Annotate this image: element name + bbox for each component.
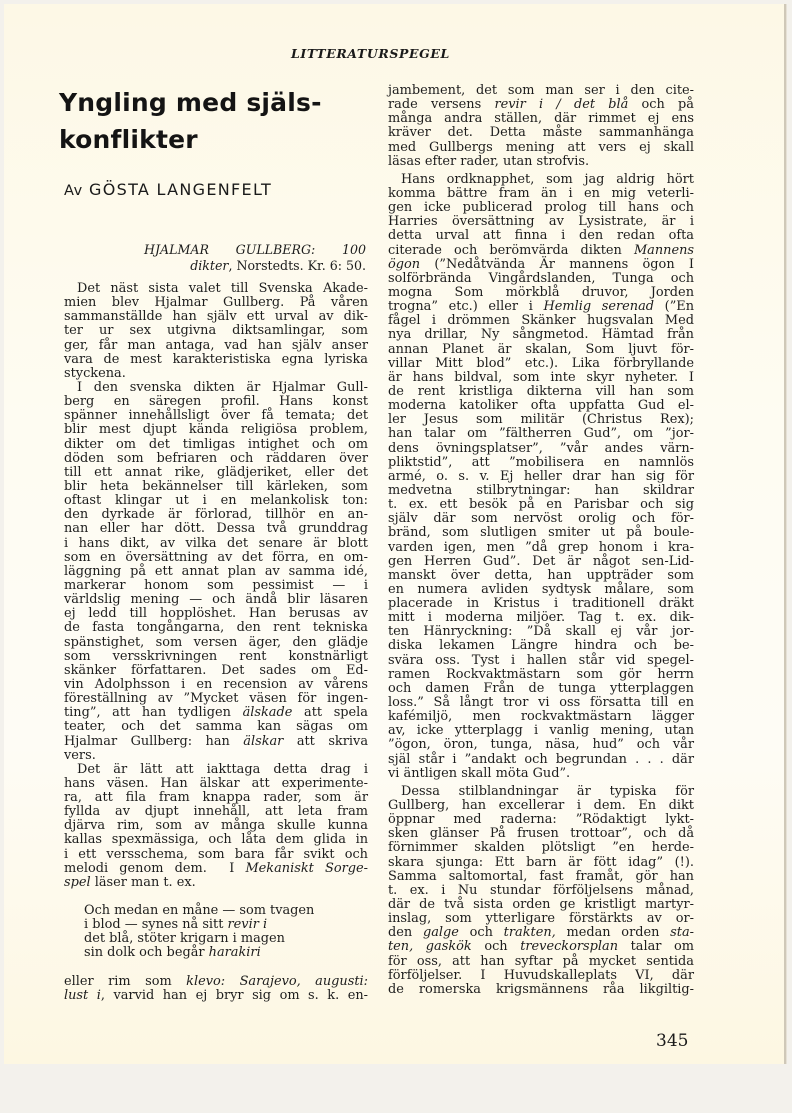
text-line: och damen Från de tunga ytterplaggen	[388, 680, 694, 696]
text-line: för oss, att han syftar på mycket sentida	[388, 953, 694, 969]
poem-quote	[64, 904, 368, 961]
title-line-1: Yngling med själs-	[59, 88, 322, 117]
text-line: djärva rim, som av många skulle kunna	[64, 818, 368, 834]
text-line	[64, 735, 368, 749]
magazine-page	[4, 4, 784, 1064]
text-line: gen icke publicerad prolog till hans och	[388, 200, 694, 216]
text-line: de romerska krigsmännens råa likgiltig-	[388, 981, 694, 997]
text-line: föreställning av ”Mycket väsen för ingen-	[64, 691, 368, 707]
book-ref-publisher: , Norstedts. Kr. 6: 50.	[228, 257, 366, 273]
text-line	[388, 940, 694, 954]
text-line: kallas spexmässiga, och låta dem glida in	[64, 832, 368, 848]
text-line: fågel i drömmen Skänker hugsvalan Med	[388, 313, 694, 329]
paragraph	[388, 785, 694, 997]
text-line: moderna katoliker ofta uppfatta Gud el-	[388, 398, 694, 414]
text-line: öppnar med raderna: ”Rödaktigt lykt-	[388, 812, 694, 828]
work-title: Mekaniskt Sorge-	[245, 860, 368, 876]
text-segment: eller rim som	[64, 973, 187, 989]
text-line: den dyrkade är förlorad, tillhör en an-	[64, 507, 368, 523]
text-line: mogna Som mörkblå druvor, Jorden	[388, 284, 694, 300]
text-line: Harries översättning av Lysistrate, är i	[388, 214, 694, 230]
text-segment: (”Nedåtvända Är mannens ögon I	[420, 256, 694, 272]
emphasis: klevo: Sarajevo, augusti:	[186, 973, 368, 989]
text-line: han talar om ”fältherren Gud”, om ”jor-	[388, 426, 694, 442]
text-line: som en översättning av det förra, en om-	[64, 549, 368, 565]
text-line: manskt över detta, han uppträder som	[388, 567, 694, 583]
text-line: skänker författaren. Det sades om Ed-	[64, 662, 368, 678]
text-line: Det är lätt att iakttaga detta drag i	[77, 761, 368, 777]
text-line	[64, 989, 368, 1003]
book-ref-title: dikter	[190, 257, 229, 273]
text-line: t. ex. i Nu stundar förföljelsens månad,	[388, 882, 694, 898]
text-segment: citerade och berömvärda dikten	[388, 242, 634, 258]
right-column	[388, 84, 694, 997]
text-segment: och	[471, 939, 521, 955]
running-head: LITTERATURSPEGEL	[291, 46, 450, 61]
paragraph	[64, 381, 368, 763]
text-line: oftast klingar ut i en melankolisk ton:	[64, 493, 368, 509]
text-segment: ting”, att han tydligen	[64, 705, 243, 721]
text-line: som versskrivningen rent konstnärligt	[64, 648, 368, 664]
text-line: ”ögon, öron, tunga, näsa, hud” och vår	[388, 737, 694, 753]
paragraph	[388, 84, 694, 169]
text-line: ej ledd till hopplöshet. Han berusas av	[64, 606, 368, 622]
text-line: en numera avliden sydtysk målare, som	[388, 581, 694, 597]
text-line	[388, 244, 694, 258]
work-title: Mannens	[633, 242, 694, 258]
text-line: i ett versschema, som bara får svikt och	[64, 846, 368, 862]
text-line: inslag, som ytterligare förstärkts av or-	[388, 911, 694, 927]
emphasis: harakiri	[208, 945, 261, 961]
text-segment: medan orden	[555, 925, 671, 941]
text-line: vers.	[64, 747, 96, 763]
work-title: ögon	[388, 256, 421, 272]
text-line: nya drillar, Ny sångmetod. Hämtad från	[388, 327, 694, 343]
paragraph	[64, 763, 368, 890]
text-line: Hans ordknapphet, som jag aldrig hört	[401, 171, 694, 187]
text-line: världslig mening — och ändå blir läsaren	[64, 592, 368, 608]
text-line: själv där som nervöst orolig och för-	[388, 511, 694, 527]
text-line: medvetna stilbrytningar: han skildrar	[388, 482, 694, 498]
text-line: många andra ställen, där rimmet ej ens	[388, 111, 694, 127]
byline-prefix: Av	[64, 183, 83, 199]
text-line: i hans dikt, av vilka det senare är blott	[64, 535, 368, 551]
text-segment: (”En	[654, 299, 694, 315]
text-line: berg en säregen profil. Hans konst	[64, 394, 368, 410]
text-segment: talar om	[618, 939, 694, 955]
byline-author: GÖSTA LANGENFELT	[89, 180, 273, 199]
text-line: jambement, det som man ser i den cite-	[388, 83, 694, 98]
emphasis: treveckorsplan	[520, 939, 619, 955]
text-line: Det näst sista valet till Svenska Akade-	[77, 281, 368, 296]
text-line	[64, 706, 368, 720]
text-line: dens övningsplatser”, ”vår andes värn-	[388, 440, 694, 456]
text-line: t. ex. ett besök på en Parisbar och sig	[388, 497, 694, 513]
work-title: Hemlig serenad	[543, 299, 655, 315]
text-line: ten Hänryckning: ”Då skall ej vår jor-	[388, 624, 694, 640]
text-segment: i blod — synes nå sitt	[84, 917, 228, 933]
title-line-2: konflikter	[59, 125, 198, 154]
text-line: varden igen, men ”då grep honom i kra-	[388, 539, 694, 555]
text-line	[388, 926, 694, 940]
emphasis: älskade	[242, 705, 293, 721]
text-line: armé, o. s. v. Ej heller drar han sig för	[388, 468, 694, 484]
byline	[64, 180, 272, 199]
emphasis: ten, gaskök	[388, 939, 472, 955]
text-segment: sin dolk och begår	[84, 945, 209, 961]
work-title: spel	[64, 874, 91, 890]
book-ref-line-1: HJALMAR GULLBERG: 100	[144, 242, 366, 257]
text-line: blir heta bekännelser till kärleken, som	[64, 478, 368, 494]
text-line	[64, 876, 368, 890]
emphasis: lust i	[64, 987, 101, 1003]
text-line: vin Adolphsson i en recension av vårens	[64, 676, 368, 692]
text-line: solförbrända Vingårdslanden, Tunga och	[388, 270, 694, 286]
text-segment: och	[458, 925, 504, 941]
poem-line: det blå, stöter krigarn i magen	[84, 931, 285, 947]
emphasis: sta-	[670, 925, 695, 941]
text-line: med Gullbergs mening att vers ej skall	[388, 139, 694, 155]
text-line: kafémiljö, men rockvaktmästarn lägger	[388, 709, 694, 725]
text-line: förföljelser. I Huvudskalleplats VI, där	[388, 967, 694, 983]
text-line: pliktstid”, att ”mobilisera en namnlös	[388, 454, 694, 470]
text-segment: trogna” etc.) eller i	[388, 299, 544, 315]
paragraph	[64, 975, 368, 1003]
text-line: mien blev Hjalmar Gullberg. På våren	[64, 295, 368, 311]
text-line: styckena.	[64, 365, 126, 381]
text-line: där de två sista orden ge kristligt martyr-	[388, 897, 694, 913]
text-line: spänner innehållsligt över få temata; det	[64, 408, 368, 424]
text-line: är hans bildval, som inte skyr nyheter. I	[388, 369, 694, 385]
text-line: hans väsen. Han älskar att experimente-	[64, 775, 368, 791]
text-line: villar Mitt blod” etc.). Lika förbryllande	[388, 355, 694, 371]
text-line: Gullberg, han excellerar i dem. En dikt	[388, 798, 694, 814]
text-line: kräver det. Detta måste sammanhänga	[388, 125, 694, 141]
text-line: skara sjunga: Ett barn är fött idag” (!).	[388, 854, 694, 870]
text-line: ter ur sex utgivna diktsamlingar, som	[64, 323, 368, 339]
text-line: bränd, som slutligen smiter ut på boule-	[388, 525, 694, 541]
paragraph	[64, 282, 368, 381]
poem-line	[84, 946, 368, 960]
text-segment: läser man t. ex.	[90, 874, 196, 890]
emphasis: trakten,	[503, 925, 556, 941]
text-line: I den svenska dikten är Hjalmar Gull-	[77, 379, 368, 395]
text-line	[64, 862, 368, 876]
text-line: ler Jesus som militär (Christus Rex);	[388, 412, 694, 428]
text-line: sken glänser På frusen trottoar”, och då	[388, 826, 694, 842]
text-segment: melodi genom dem. I	[64, 860, 246, 876]
text-segment: och på	[628, 97, 694, 113]
text-line: detta urval att finna i den redan ofta	[388, 228, 694, 244]
text-line	[64, 975, 368, 989]
text-line: komma bättre fram än i en mig veterli-	[388, 185, 694, 201]
text-line: placerade in Kristus i traditionell dräkt	[388, 596, 694, 612]
text-line: förnimmer skalden plötsligt ”en herde-	[388, 840, 694, 856]
text-line: ramen Rockvaktmästarn som gör herrn	[388, 666, 694, 682]
emphasis: älskar	[243, 733, 284, 749]
emphasis: revir i	[227, 917, 268, 933]
text-line: blir mest djupt kända religiösa problem,	[64, 422, 368, 438]
article-title	[59, 84, 359, 158]
text-segment: att spela	[292, 705, 368, 721]
text-line: döden som befriaren och räddaren över	[64, 450, 368, 466]
text-line: vi äntligen skall möta Gud”.	[388, 765, 571, 781]
text-line: dikter om det timligas intighet och om	[64, 436, 368, 452]
text-line: vara de mest karakteristiska egna lyriska	[64, 351, 368, 367]
text-line: Samma saltomortal, fast framåt, gör han	[388, 868, 694, 884]
poem-line: Och medan en måne — som tvagen	[84, 903, 315, 919]
text-line: mitt i moderna miljöer. Tag t. ex. dik-	[388, 610, 694, 626]
text-segment: den	[388, 925, 423, 941]
text-line: sammanställde han själv ett urval av dik-	[64, 309, 368, 325]
text-line: de rent kristliga dikterna vill han som	[388, 383, 694, 399]
text-line: annan Planet är skalan, Som ljuvt för-	[388, 341, 694, 357]
text-line: spänstighet, som versen äger, den glädje	[64, 634, 368, 650]
book-reference	[144, 242, 366, 273]
text-line: nan eller har dött. Dessa två grunddrag	[64, 521, 368, 537]
text-line: till ett annat rike, glädjeriket, eller det	[64, 464, 368, 480]
text-line: av, icke ytterplagg i vanlig mening, utan	[388, 723, 694, 739]
text-segment: rade versens	[388, 97, 495, 113]
emphasis: galge	[422, 925, 459, 941]
text-line: läsas efter rader, utan strofvis.	[388, 153, 590, 169]
text-line: svära oss. Tyst i hallen står vid spegel-	[388, 652, 694, 668]
text-line: Dessa stilblandningar är typiska för	[401, 783, 694, 799]
emphasis: revir i / det blå	[494, 97, 629, 113]
text-line: fyllda av djupt innehåll, att leta fram	[64, 804, 368, 820]
paragraph	[388, 173, 694, 781]
left-column	[64, 282, 368, 1003]
text-segment: att skriva	[283, 733, 368, 749]
text-line: gen Herren Gud”. Det är något sen-Lid-	[388, 553, 694, 569]
text-line: läggning på ett annat plan av samma idé,	[64, 563, 368, 579]
text-line: loss.” Så långt tror vi oss försatta till en	[388, 695, 694, 711]
text-line: ra, att fila fram knappa rader, som är	[64, 790, 368, 806]
text-segment: Hjalmar Gullberg: han	[64, 733, 244, 749]
text-line: de fasta tongångarna, den rent tekniska	[64, 620, 368, 636]
text-line: teater, och det samma kan sägas om	[64, 719, 368, 735]
page-number: 345	[656, 1031, 689, 1051]
text-line: ger, får man antaga, vad han själv anser	[64, 337, 368, 353]
text-line	[388, 258, 694, 272]
text-segment: , varvid han ej bryr sig om s. k. en-	[100, 987, 368, 1003]
text-line: markerar honom som pessimist — i	[64, 577, 368, 593]
text-line: diska lekamen Längre hindra och be-	[388, 638, 694, 654]
text-line: själ står i ”andakt och begrundan . . . där	[388, 751, 694, 767]
